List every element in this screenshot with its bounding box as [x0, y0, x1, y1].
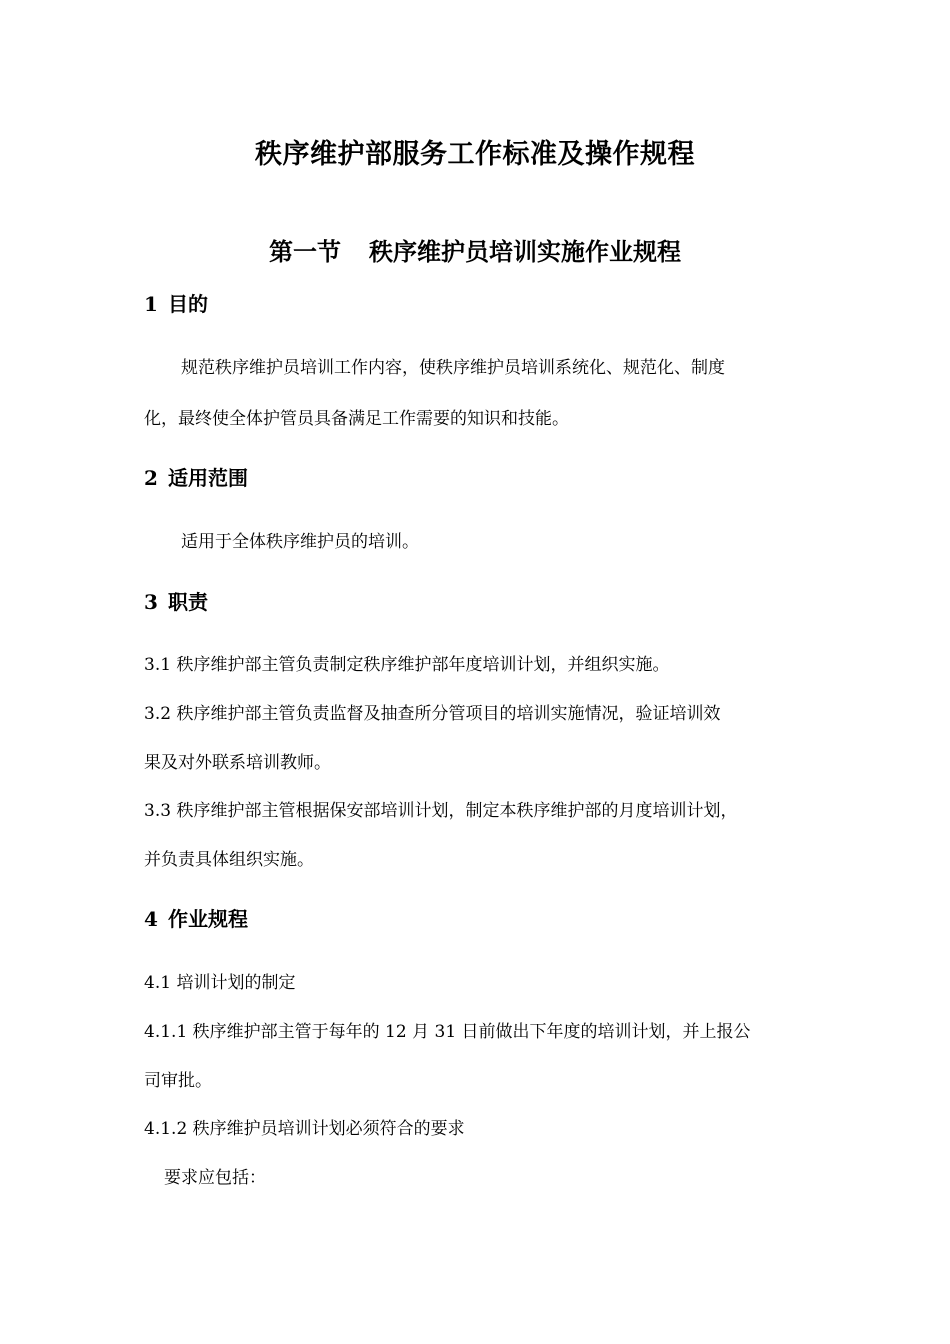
section-title [0, 232, 950, 267]
document-title: 秩序维护部服务工作标准及操作规程 [255, 139, 695, 170]
purpose-paragraph-line2: 化，最终使全体护管员具备满足工作需要的知识和技能。 [144, 409, 569, 429]
procedure-4-1-1-line2: 司审批。 [144, 1071, 212, 1091]
heading-number: 3 [144, 590, 158, 614]
heading-number: 1 [144, 292, 158, 316]
heading-number: 2 [144, 466, 158, 490]
heading-purpose [144, 288, 208, 317]
heading-text: 目的 [168, 292, 208, 316]
procedure-4-1: 4.1 培训计划的制定 [144, 973, 296, 993]
heading-text: 作业规程 [168, 907, 248, 931]
responsibility-3-3-line2: 并负责具体组织实施。 [144, 850, 314, 870]
section-label: 第一节 [269, 237, 341, 266]
purpose-paragraph-line1: 规范秩序维护员培训工作内容，使秩序维护员培训系统化、规范化、制度 [181, 358, 725, 378]
scope-paragraph: 适用于全体秩序维护员的培训。 [181, 532, 419, 552]
procedure-4-1-2-sub: 要求应包括： [164, 1168, 266, 1188]
heading-text: 职责 [168, 590, 208, 614]
responsibility-3-1: 3.1 秩序维护部主管负责制定秩序维护部年度培训计划，并组织实施。 [144, 655, 670, 675]
section-heading: 秩序维护员培训实施作业规程 [369, 237, 681, 266]
responsibility-3-3-line1: 3.3 秩序维护部主管根据保安部培训计划，制定本秩序维护部的月度培训计划， [144, 801, 738, 821]
heading-scope [144, 462, 248, 491]
heading-responsibilities [144, 586, 208, 615]
procedure-4-1-2: 4.1.2 秩序维护员培训计划必须符合的要求 [144, 1119, 465, 1139]
responsibility-3-2-line2: 果及对外联系培训教师。 [144, 753, 331, 773]
procedure-4-1-1-line1: 4.1.1 秩序维护部主管于每年的 12 月 31 日前做出下年度的培训计划，并上报公 [144, 1022, 751, 1042]
heading-text: 适用范围 [168, 466, 248, 490]
responsibility-3-2-line1: 3.2 秩序维护部主管负责监督及抽查所分管项目的培训实施情况，验证培训效 [144, 704, 721, 724]
heading-number: 4 [144, 907, 158, 931]
heading-procedures [144, 903, 248, 932]
